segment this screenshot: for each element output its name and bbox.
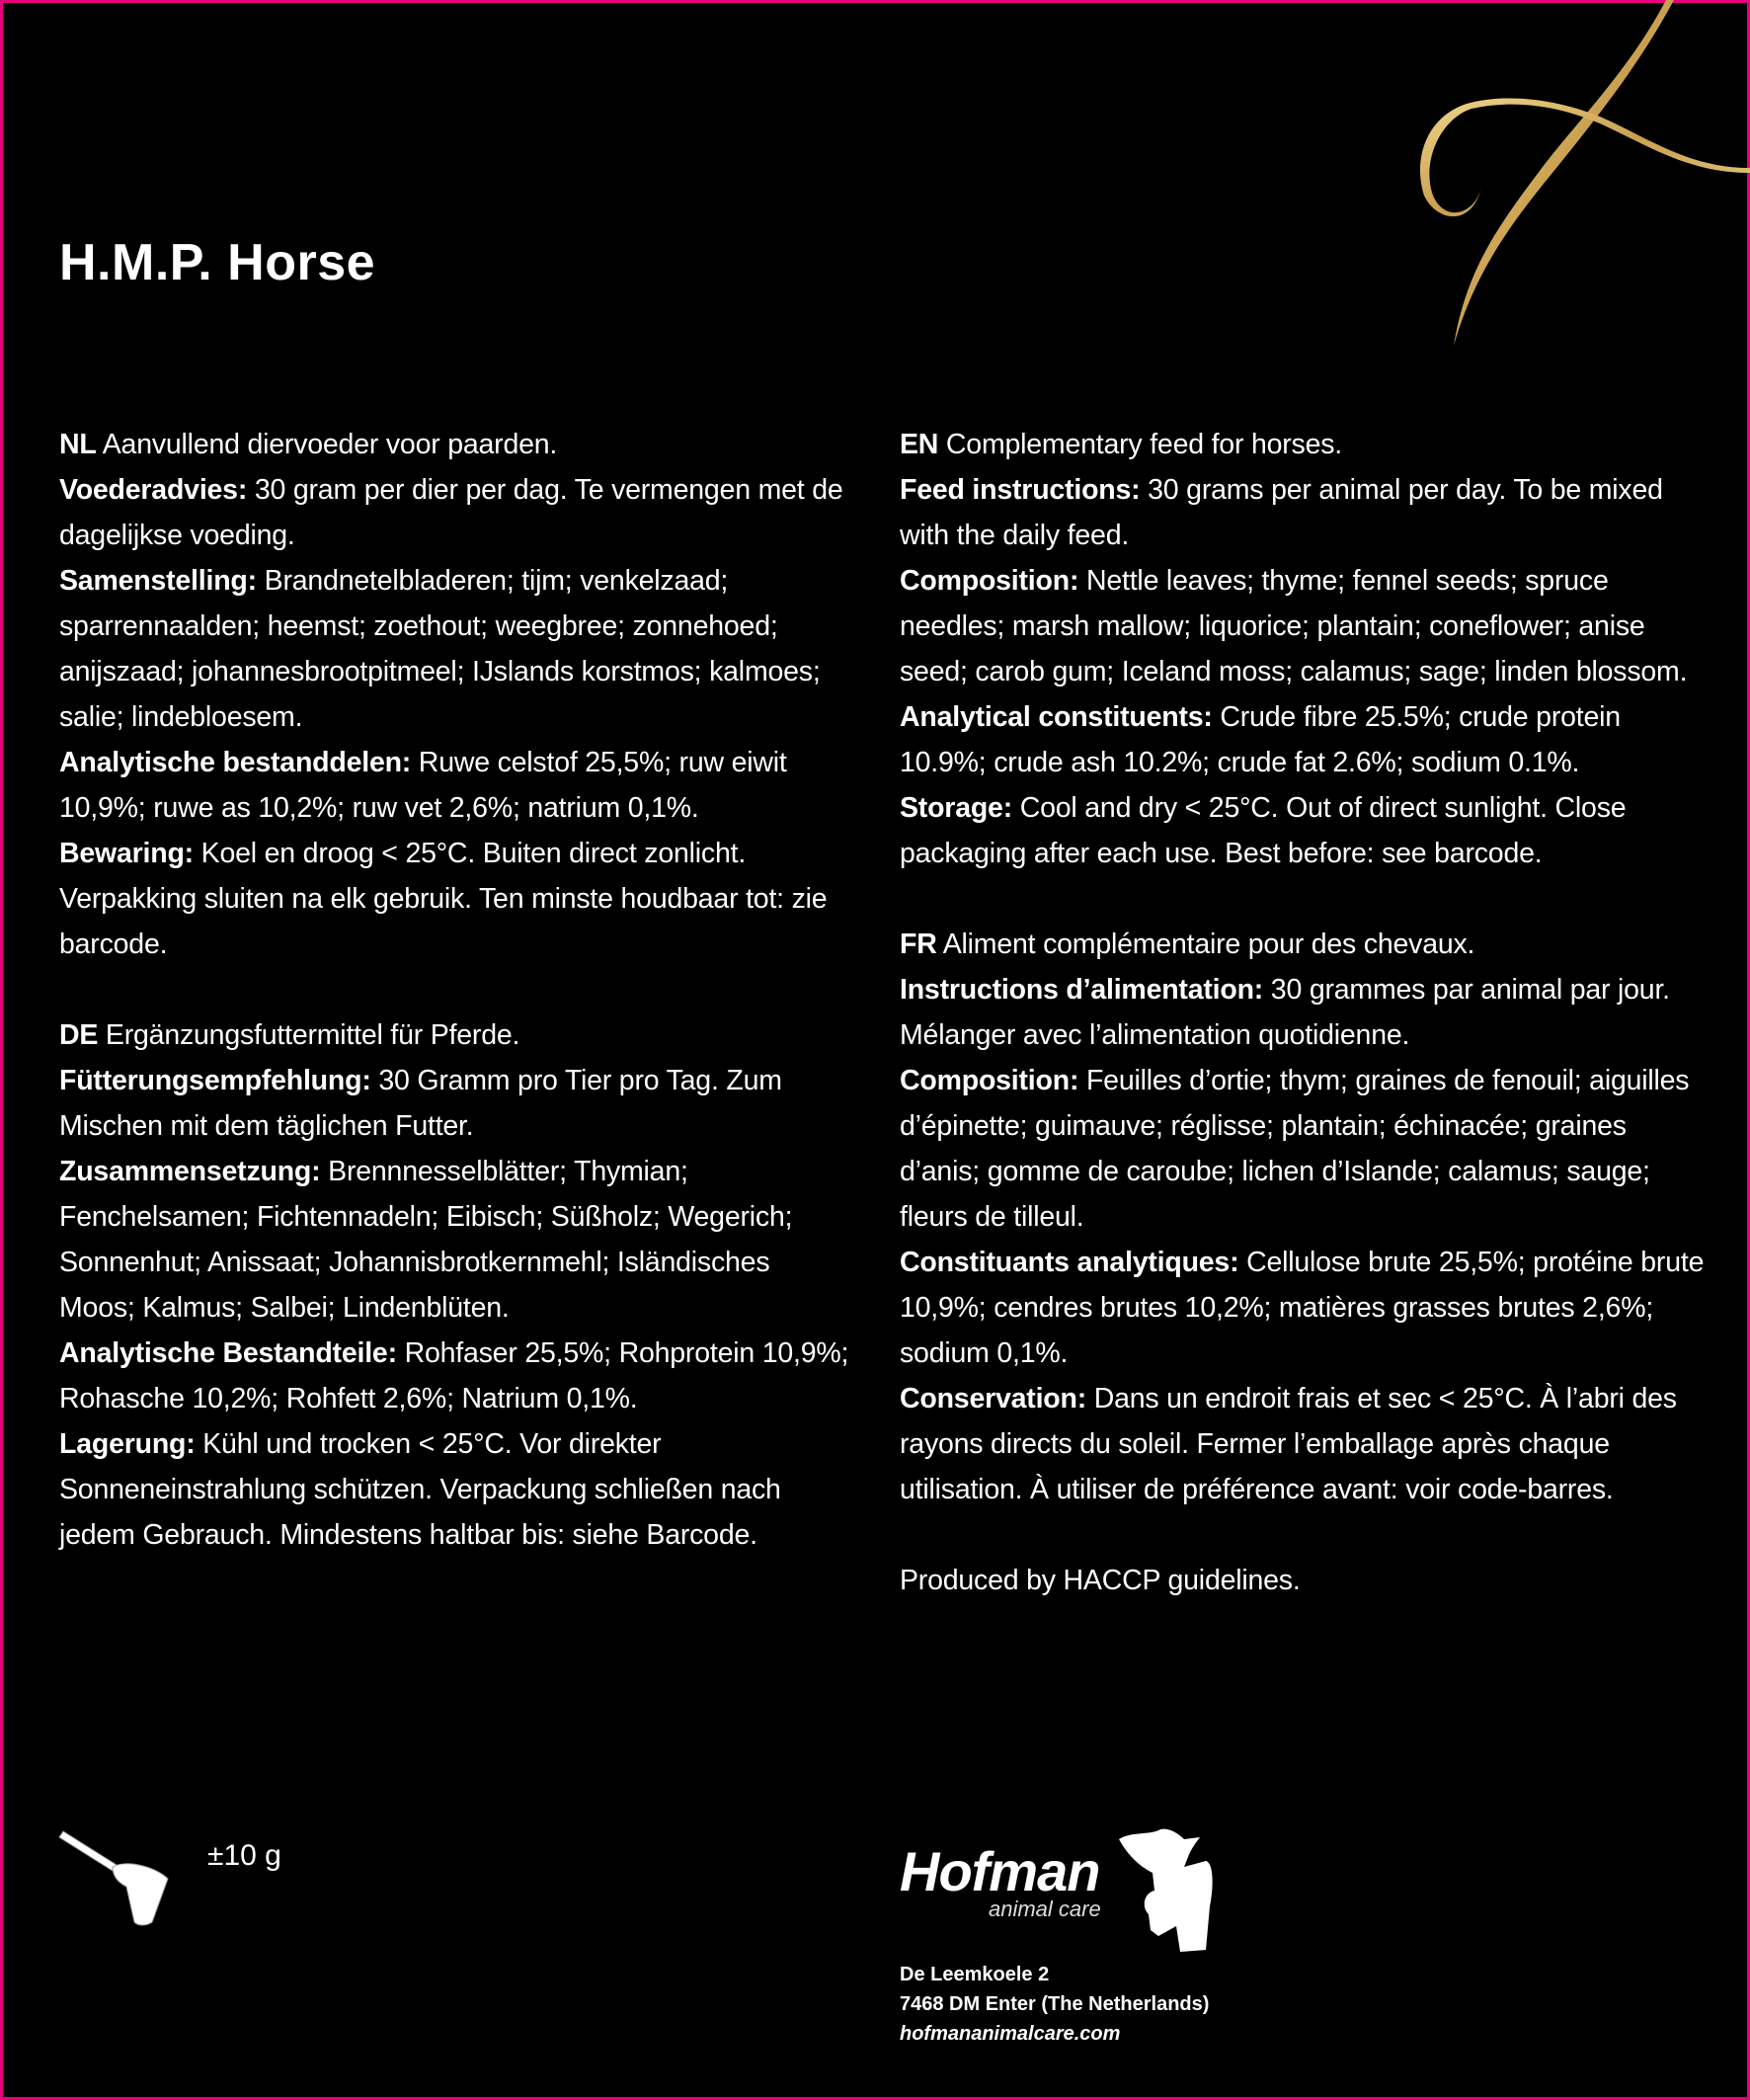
label-column-left xyxy=(59,422,849,1558)
fr-storage: Conservation: Dans un endroit frais et sec < 25°C. À l’abri des rayons directs du soleil. Fermer l’emballage après chaque utilisation. À utiliser de préférence avant: voir code-barres. xyxy=(900,1383,1677,1505)
nl-storage: Bewaring: Koel en droog < 25°C. Buiten direct zonlicht. Verpakking sluiten na elk gebruik. Ten minste houdbaar tot: zie barcode. xyxy=(59,838,828,960)
label-column-right xyxy=(900,422,1710,1603)
company-address xyxy=(900,1960,1209,2049)
de-analytical: Analytische Bestandteile: Rohfaser 25,5%; Rohprotein 10,9%; Rohasche 10,2%; Rohfett 2,6%; Natrium 0,1%. xyxy=(59,1337,849,1414)
address-street: De Leemkoele 2 xyxy=(900,1964,1050,1985)
hofman-logo xyxy=(900,1827,1226,1956)
section-en xyxy=(900,422,1710,876)
en-storage: Storage: Cool and dry < 25°C. Out of direct sunlight. Close packaging after each use. Best before: see barcode. xyxy=(900,792,1627,869)
de-storage: Lagerung: Kühl und trocken < 25°C. Vor direkter Sonneneinstrahlung schützen. Verpackung schließen nach jedem Gebrauch. Mindestens haltbar bis: siehe Barcode. xyxy=(59,1428,781,1551)
logo-subtitle: animal care xyxy=(989,1897,1101,1921)
address-city: 7468 DM Enter (The Netherlands) xyxy=(900,1993,1210,2015)
fr-composition: Composition: Feuilles d’ortie; thym; graines de fenouil; aiguilles d’épinette; guimauve; réglisse; plantain; échinacée; graines d’anis; gomme de caroube; lichen d’Islande; calamus; sauge; fleurs de tilleul. xyxy=(900,1065,1690,1233)
gold-swirl-decoration xyxy=(1333,0,1750,375)
section-de xyxy=(59,1012,849,1558)
en-composition: Composition: Nettle leaves; thyme; fennel seeds; spruce needles; marsh mallow; liquorice; plantain; coneflower; anise seed; carob gum; Iceland moss; calamus; sage; linden blossom. xyxy=(900,565,1688,687)
website-link[interactable]: hofmananimalcare.com xyxy=(900,2023,1121,2045)
nl-intro: NL Aanvullend diervoeder voor paarden. xyxy=(59,429,558,460)
fr-feed-advice: Instructions d’alimentation: 30 grammes par animal par jour. Mélanger avec l’alimentation quotidienne. xyxy=(900,974,1670,1051)
nl-feed-advice: Voederadvies: 30 gram per dier per dag. Te vermengen met de dagelijkse voeding. xyxy=(59,474,843,551)
dose-label: ±10 g xyxy=(207,1839,281,1872)
de-intro: DE Ergänzungsfuttermittel für Pferde. xyxy=(59,1019,520,1051)
nl-composition: Samenstelling: Brandnetelbladeren; tijm; venkelzaad; sparrennaalden; heemst; zoethout; weegbree; zonnehoed; anijszaad; johannesbrootpitmeel; IJslands korstmos; kalmoes; salie; lindebloesem. xyxy=(59,565,821,733)
logo-brand: Hofman xyxy=(900,1840,1100,1902)
measuring-scoop-icon xyxy=(57,1827,196,1926)
de-feed-advice: Fütterungsempfehlung: 30 Gramm pro Tier pro Tag. Zum Mischen mit dem täglichen Futter. xyxy=(59,1065,782,1142)
section-fr xyxy=(900,922,1710,1512)
nl-analytical: Analytische bestanddelen: Ruwe celstof 25,5%; ruw eiwit 10,9%; ruwe as 10,2%; ruw vet 2,6%; natrium 0,1%. xyxy=(59,747,787,824)
section-nl xyxy=(59,422,849,967)
en-analytical: Analytical constituents: Crude fibre 25.5%; crude protein 10.9%; crude ash 10.2%; crude fat 2.6%; sodium 0.1%. xyxy=(900,701,1621,778)
animals-logo-icon xyxy=(1111,1827,1220,1954)
product-title: H.M.P. Horse xyxy=(59,234,376,291)
en-intro: EN Complementary feed for horses. xyxy=(900,429,1343,460)
fr-analytical: Constituants analytiques: Cellulose brute 25,5%; protéine brute 10,9%; cendres brutes 10,2%; matières grasses brutes 2,6%; sodium 0,1%. xyxy=(900,1247,1705,1369)
haccp-note: Produced by HACCP guidelines. xyxy=(900,1565,1301,1596)
de-composition: Zusammensetzung: Brennnesselblätter; Thymian; Fenchelsamen; Fichtennadeln; Eibisch; Süßholz; Wegerich; Sonnenhut; Anissaat; Johannisbrotkernmehl; Isländisches Moos; Kalmus; Salbei; Lindenblüten. xyxy=(59,1156,793,1324)
en-feed-advice: Feed instructions: 30 grams per animal per day. To be mixed with the daily feed. xyxy=(900,474,1663,551)
fr-intro: FR Aliment complémentaire pour des chevaux. xyxy=(900,929,1475,960)
